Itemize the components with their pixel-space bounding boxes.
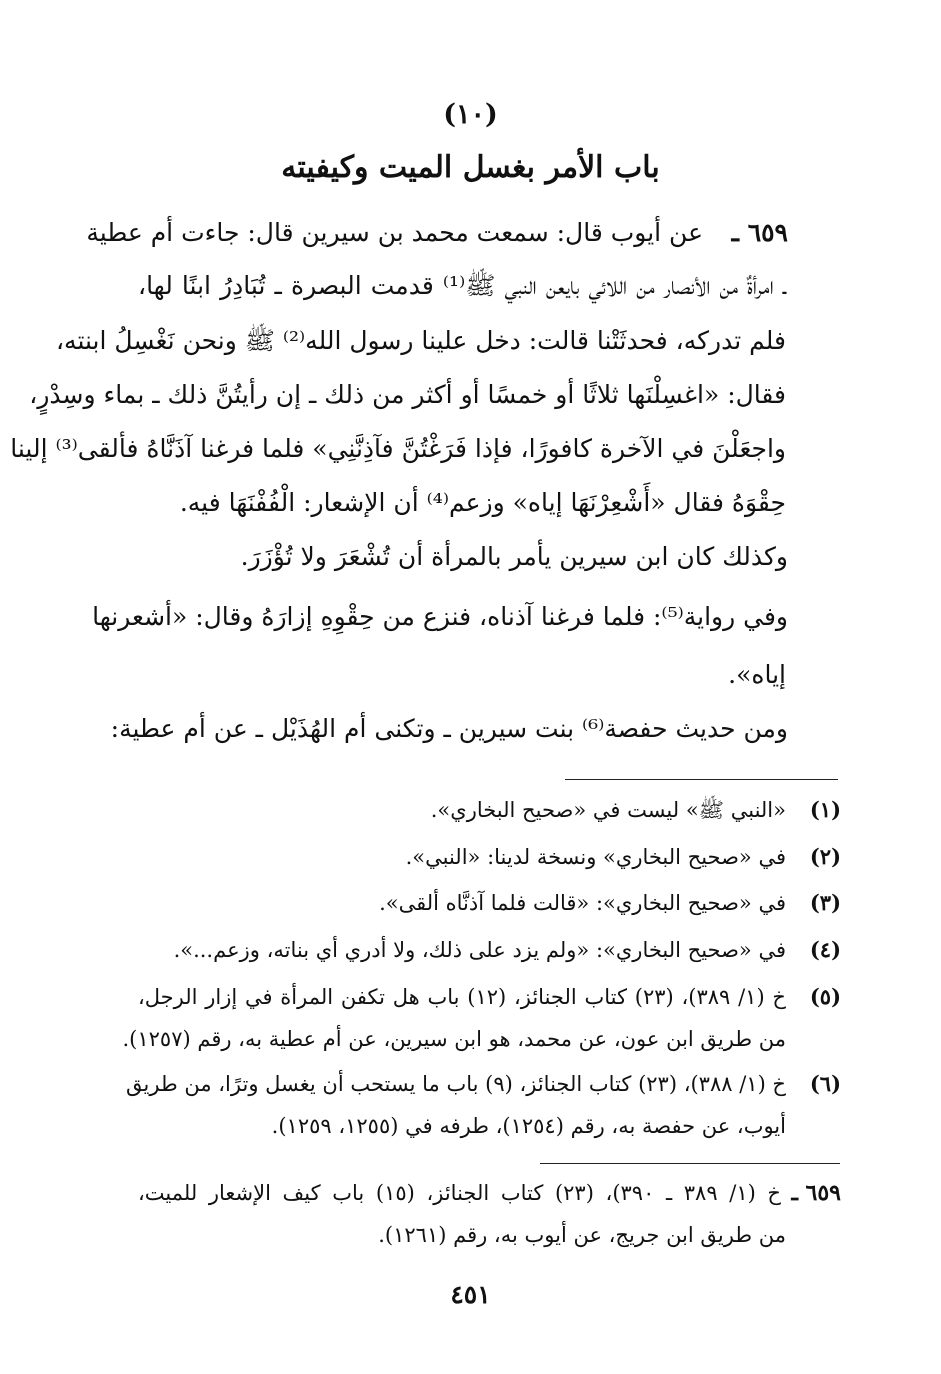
page-number: ٤٥١ xyxy=(450,1280,491,1309)
footnote-number: (٤) xyxy=(809,937,841,962)
footnote-number: (١) xyxy=(809,797,841,822)
footnote-number: (٥) xyxy=(809,984,841,1009)
footnote-text: في «صحيح البخاري» ونسخة لدينا: «النبي». xyxy=(405,845,786,869)
body-line: عن أيوب قال: سمعت محمد بن سيرين قال: جاءت أم عطية xyxy=(86,218,703,247)
body-line: ومن حديث حفصة⁽⁶⁾ بنت سيرين ـ وتكنى أم الهُذَيْل ـ عن أم عطية: xyxy=(110,714,788,743)
body-line: فقال: «اغسِلْنَها ثلاثًا أو خمسًا أو أكثر من ذلك ـ إن رأيتُنَّ ذلك ـ بماء وسِدْرٍ، xyxy=(29,380,786,409)
reference-text: من طريق ابن جريج، عن أيوب به، رقم (١٢٦١). xyxy=(378,1223,786,1247)
footnote-text: خ (١/ ٣٨٨)، (٢٣) كتاب الجنائز، (٩) باب ما يستحب أن يغسل وترًا، من طريق xyxy=(126,1072,786,1096)
hadith-number: ٦٥٩ ـ xyxy=(731,218,788,247)
body-line: وكذلك كان ابن سيرين يأمر بالمرأة أن تُشْعَرَ ولا تُؤْزَرَ. xyxy=(240,542,788,571)
footnote-number: (٦) xyxy=(809,1071,841,1096)
footnote-text: في «صحيح البخاري»: «ولم يزد على ذلك، ولا أدري أي بناته، وزعم...». xyxy=(173,938,786,962)
reference-number: ٦٥٩ ـ xyxy=(791,1180,841,1206)
body-line: إياه». xyxy=(728,660,786,689)
body-line: حِقْوَهُ فقال «أَشْعِرْنَهَا إياه» وزعم⁽⁴⁾ أن الإشعار: الْفُفْنَهَا فيه. xyxy=(179,488,786,517)
body-line: واجعَلْنَ في الآخرة كافورًا، فإذا فَرَغْتُنَّ فآذِنَّنِي» فلما فرغنا آذَنَّاهُ فألقى⁽³⁾ إلينا xyxy=(10,434,786,463)
body-line: ـ امرأةٌ من الأنصار من اللائي بايعن النبي ﷺ⁽¹⁾ قدمت البصرة ـ تُبَادِرُ ابنًا لها، xyxy=(138,271,786,300)
footnote-number: (٢) xyxy=(809,844,841,869)
body-line: فلم تدركه، فحدثَتْنا قالت: دخل علينا رسول الله⁽²⁾ ﷺ ونحن نَغْسِلُ ابنته، xyxy=(55,326,786,355)
footnote-text: من طريق ابن عون، عن محمد، هو ابن سيرين، عن أم عطية به، رقم (١٢٥٧). xyxy=(122,1027,786,1051)
body-line: وفي رواية⁽⁵⁾: فلما فرغنا آذناه، فنزع من حِقْوِهِ إزارَهُ وقال: «أشعرنها xyxy=(92,602,788,631)
chapter-title: باب الأمر بغسل الميت وكيفيته xyxy=(281,150,660,185)
footnote-text: «النبي ﷺ» ليست في «صحيح البخاري». xyxy=(430,798,786,822)
chapter-number: (١٠) xyxy=(443,99,498,130)
reference-divider xyxy=(540,1163,840,1164)
footnote-text: خ (١/ ٣٨٩)، (٢٣) كتاب الجنائز، (١٢) باب هل تكفن المرأة في إزار الرجل، xyxy=(138,985,786,1009)
footnote-text: أيوب، عن حفصة به، رقم (١٢٥٤)، طرفه في (١٢٥٥، ١٢٥٩). xyxy=(271,1114,786,1138)
reference-text: خ (١/ ٣٨٩ ـ ٣٩٠)، (٢٣) كتاب الجنائز، (١٥) باب كيف الإشعار للميت، xyxy=(138,1181,781,1205)
footnote-divider xyxy=(565,779,838,780)
footnote-text: في «صحيح البخاري»: «قالت فلما آذنَّاه ألقى». xyxy=(379,891,786,915)
footnote-number: (٣) xyxy=(809,890,841,915)
